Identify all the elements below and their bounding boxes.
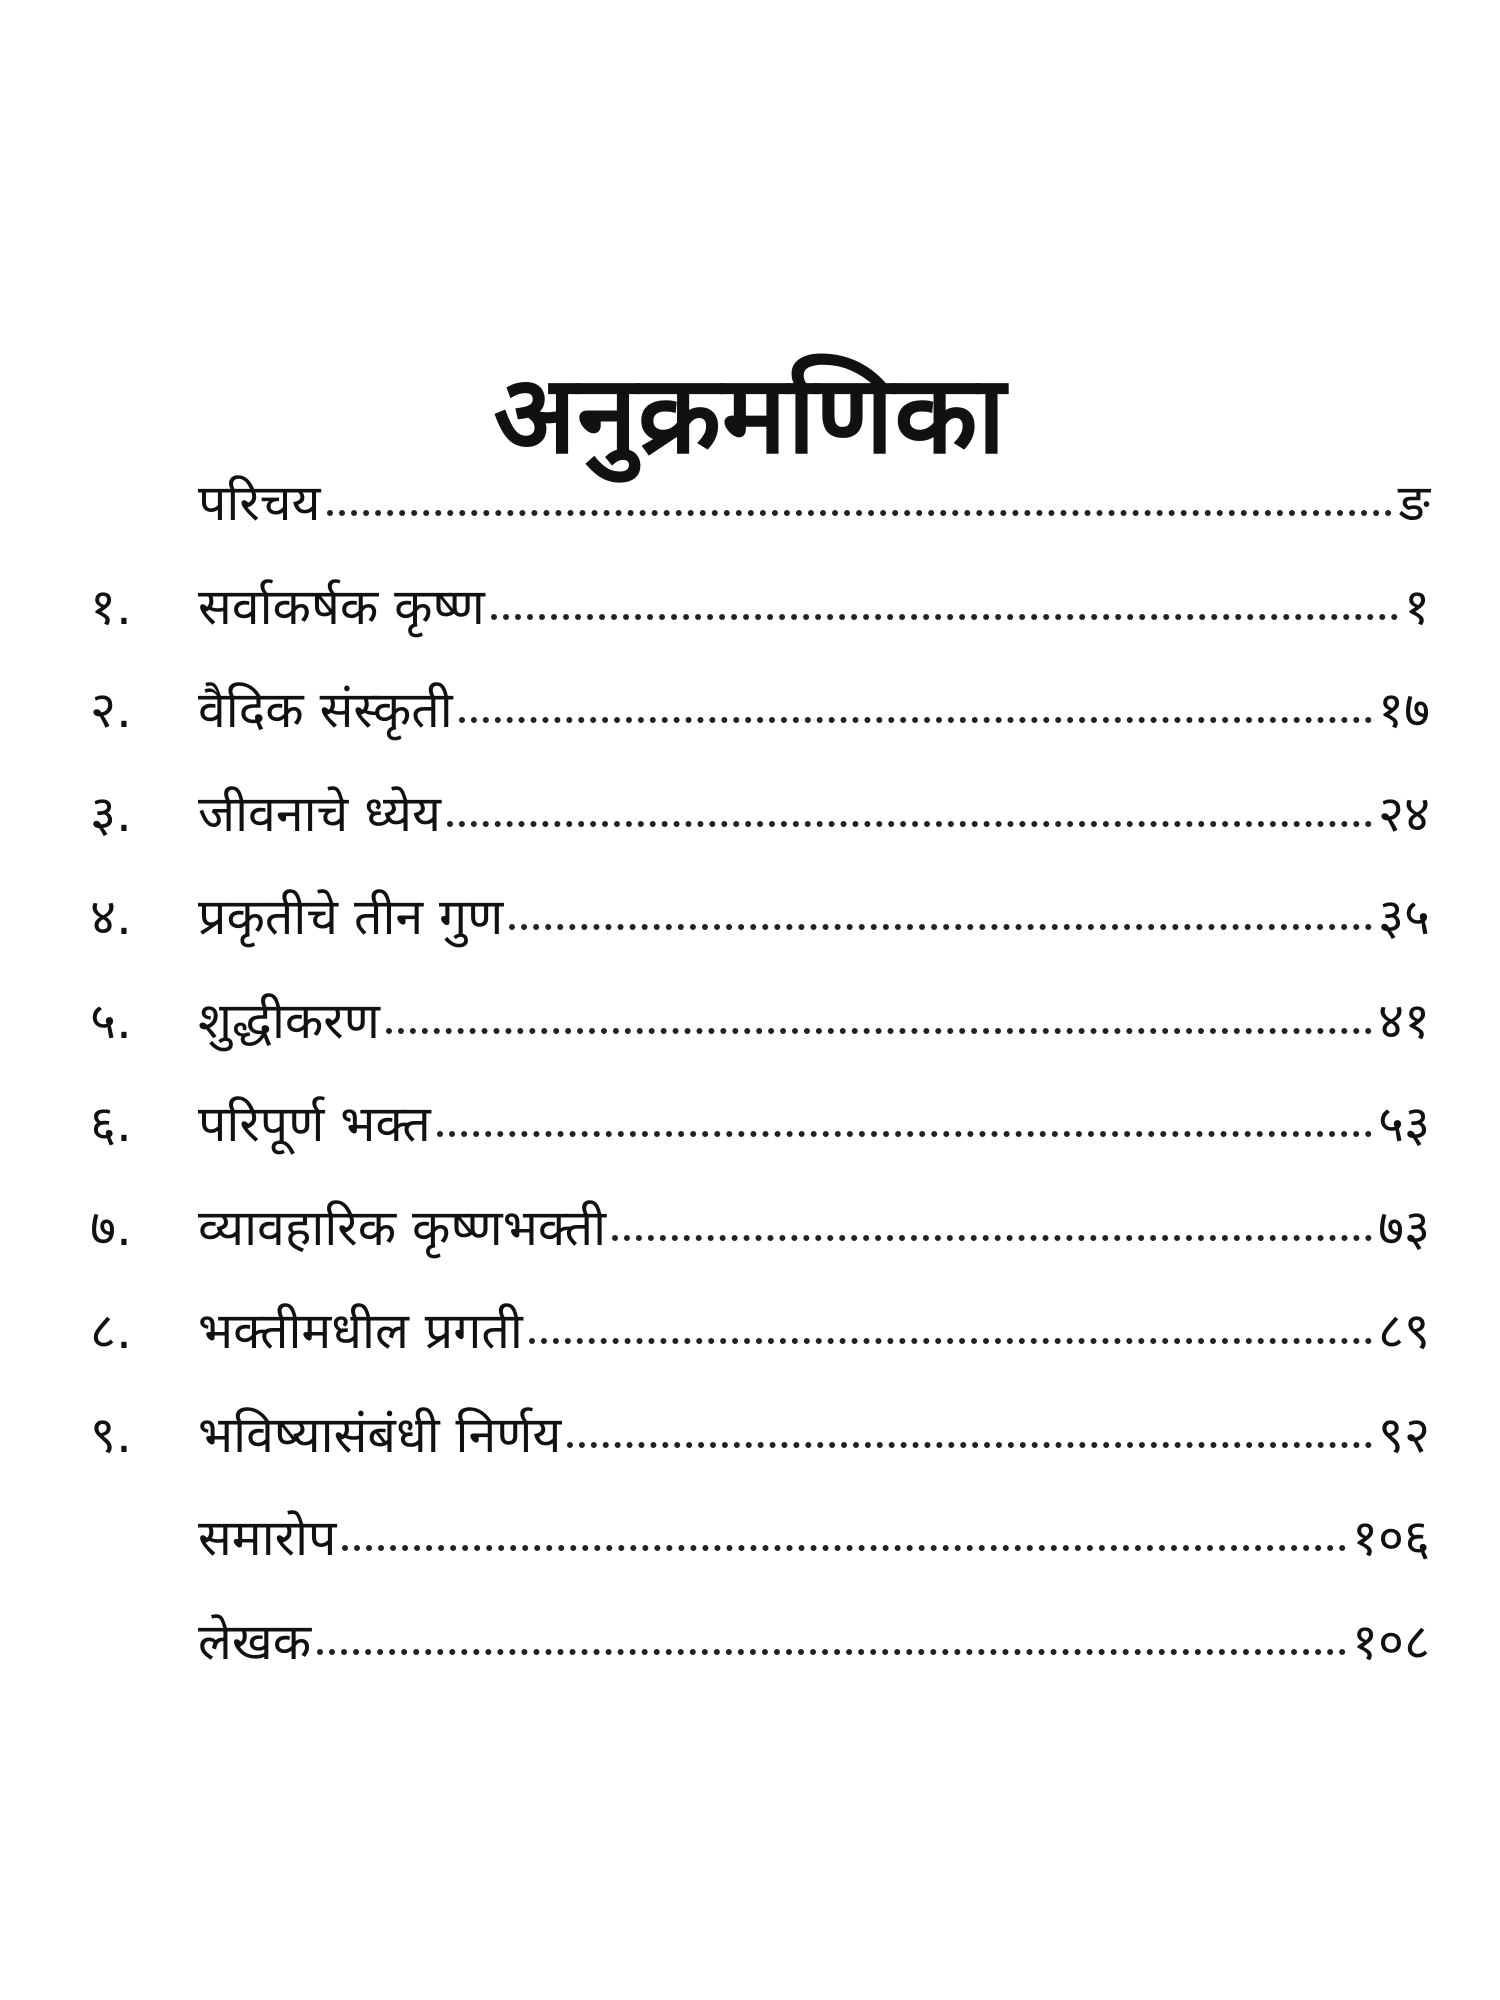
dot-leader — [612, 1235, 1372, 1241]
toc-entry — [90, 888, 1430, 996]
dot-leader — [509, 924, 1372, 930]
toc-entry — [90, 1302, 1430, 1410]
toc-entry-page: ७३ — [1378, 1198, 1430, 1257]
toc-entry-title: लेखक — [198, 1612, 312, 1671]
toc-entry-number: ३. — [90, 784, 132, 843]
toc-entry-title: भक्तीमधील प्रगती — [198, 1302, 523, 1360]
dot-leader — [327, 510, 1393, 516]
dot-leader — [529, 1338, 1372, 1344]
toc-list — [90, 474, 1430, 1720]
toc-entry-page: ५३ — [1378, 1095, 1430, 1153]
toc-entry-title: समारोप — [198, 1509, 337, 1567]
toc-entry — [90, 1198, 1430, 1307]
toc-entry-page: १०८ — [1352, 1612, 1430, 1671]
toc-entry-title: परिपूर्ण भक्त — [198, 1095, 431, 1153]
toc-entry — [90, 784, 1430, 893]
toc-entry-title: भविष्यासंबंधी निर्णय — [198, 1405, 562, 1464]
toc-entry — [90, 577, 1430, 686]
toc-entry-page: १७ — [1378, 681, 1430, 739]
toc-entry-number: ६. — [90, 1095, 132, 1153]
dot-leader — [342, 1545, 1346, 1551]
toc-entry-page: ४१ — [1378, 991, 1430, 1050]
toc-entry-page: ङ — [1398, 474, 1430, 532]
toc-entry-title: परिचय — [198, 474, 321, 532]
toc-entry — [90, 1405, 1430, 1514]
toc-entry-number: ७. — [90, 1198, 132, 1257]
toc-entry — [90, 991, 1430, 1100]
toc-entry — [90, 1612, 1430, 1721]
page-title: अनुक्रमणिका — [493, 353, 1007, 479]
toc-entry-title: शुद्धीकरण — [198, 991, 380, 1050]
toc-entry-title: व्यावहारिक कृष्णभक्ती — [198, 1198, 607, 1257]
dot-leader — [437, 1131, 1372, 1137]
toc-entry-page: ८९ — [1378, 1302, 1430, 1360]
toc-entry-page: २४ — [1378, 784, 1430, 843]
toc-entry-page: ३५ — [1378, 888, 1430, 946]
toc-entry-number: ४. — [90, 888, 132, 946]
toc-entry — [90, 681, 1430, 789]
toc-entry-title: सर्वाकर्षक कृष्ण — [198, 577, 485, 636]
toc-entry-title: जीवनाचे ध्येय — [198, 784, 441, 843]
toc-entry — [90, 474, 1430, 582]
toc-entry-page: ९२ — [1378, 1405, 1430, 1464]
dot-leader — [459, 717, 1372, 723]
dot-leader — [447, 821, 1372, 827]
toc-entry-page: १ — [1404, 577, 1430, 636]
toc-entry-number: ८. — [90, 1302, 132, 1360]
toc-entry-title: वैदिक संस्कृती — [198, 681, 453, 739]
toc-entry — [90, 1095, 1430, 1203]
dot-leader — [567, 1442, 1372, 1448]
toc-entry-title: प्रकृतीचे तीन गुण — [198, 888, 504, 946]
toc-entry-number: २. — [90, 681, 132, 739]
toc-entry — [90, 1509, 1430, 1617]
dot-leader — [491, 614, 1398, 620]
toc-entry-number: ५. — [90, 991, 132, 1050]
toc-entry-number: ९. — [90, 1405, 132, 1464]
dot-leader — [317, 1649, 1346, 1655]
toc-entry-page: १०६ — [1352, 1509, 1430, 1567]
dot-leader — [386, 1028, 1372, 1034]
toc-entry-number: १. — [90, 577, 132, 636]
